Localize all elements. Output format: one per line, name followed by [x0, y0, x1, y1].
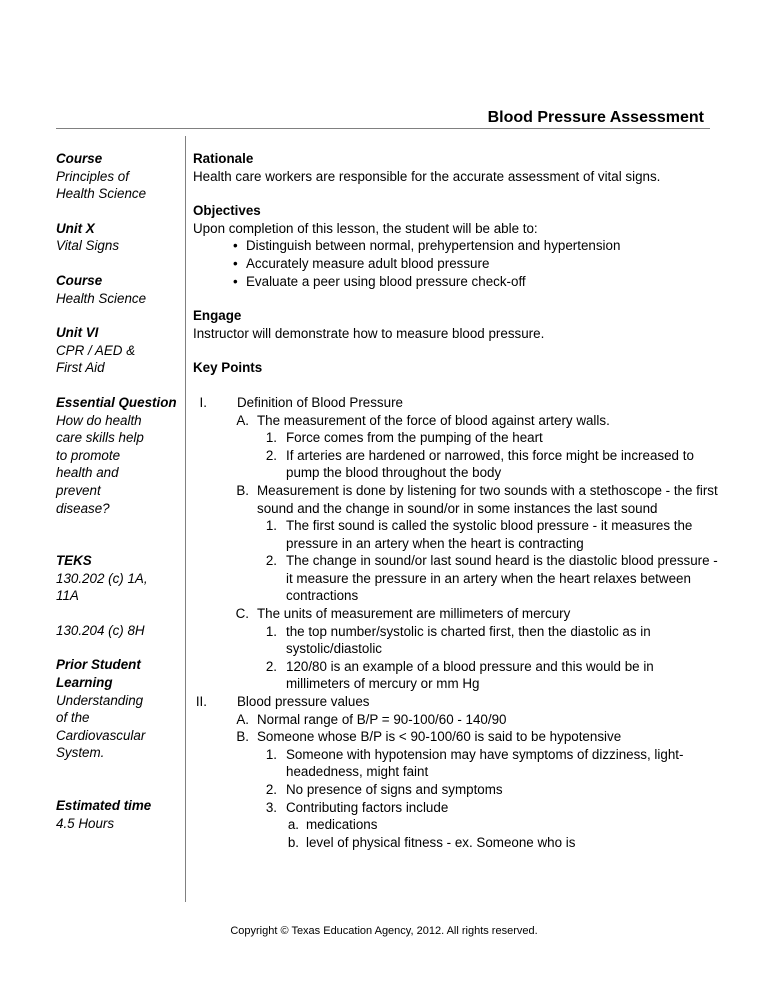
sidebar-text: 130.204 (c) 8H	[56, 622, 145, 638]
sidebar-text: Vital Signs	[56, 238, 120, 254]
title-rule	[56, 128, 710, 129]
sidebar-text: to promote	[56, 447, 121, 463]
sidebar-teks-2	[56, 622, 178, 640]
outline-item	[193, 605, 721, 623]
outline-item	[193, 482, 721, 517]
outline-number: a.	[287, 817, 299, 833]
objective-text: Accurately measure adult blood pressure	[246, 255, 490, 271]
sidebar-text: System.	[56, 745, 105, 761]
outline-number: 1.	[265, 430, 277, 446]
outline-text: Force comes from the pumping of the heart	[286, 430, 543, 446]
outline-number: 1.	[265, 746, 277, 762]
sidebar-text: 4.5 Hours	[56, 815, 115, 831]
sidebar-text: Understanding	[56, 692, 144, 708]
outline-text: The measurement of the force of blood against artery walls.	[257, 412, 610, 428]
rationale-section	[193, 150, 721, 185]
outline-number: C.	[235, 606, 249, 622]
outline-item	[193, 693, 721, 711]
sidebar-label: Prior Student Learning	[56, 657, 141, 691]
rationale-text: Health care workers are responsible for the accurate assessment of vital signs.	[193, 168, 661, 184]
outline-number: b.	[287, 834, 299, 850]
list-item	[193, 237, 721, 255]
sidebar-text: CPR / AED &	[56, 342, 136, 358]
sidebar-label: Unit VI	[56, 325, 99, 341]
outline-number: B.	[236, 729, 249, 745]
outline-number: 2.	[265, 782, 277, 797]
outline-item	[193, 799, 721, 817]
sidebar-text: 11A	[56, 588, 79, 604]
main-content	[193, 150, 721, 851]
engage-heading: Engage	[193, 308, 242, 324]
outline-text: The units of measurement are millimeters of mercury	[257, 606, 571, 622]
sidebar-text: care skills help	[56, 430, 144, 446]
outline-item	[193, 658, 721, 693]
sidebar-label: Course	[56, 151, 103, 166]
outline-text: 120/80 is an example of a blood pressure and this would be in millimeters of mercury or mm Hg	[286, 658, 654, 692]
sidebar-text: Health Science	[56, 290, 147, 306]
column-divider	[185, 136, 186, 902]
outline-text: The first sound is called the systolic blood pressure - it measures the pressure in an artery when the heart is contracting	[286, 518, 693, 551]
outline-item	[193, 781, 721, 799]
outline-item	[193, 412, 721, 430]
objectives-intro: Upon completion of this lesson, the student will be able to:	[193, 220, 538, 236]
sidebar-label: Essential Question	[56, 394, 177, 410]
sidebar-text: Principles of	[56, 168, 129, 184]
outline-text: Normal range of B/P = 90-100/60 - 140/90	[257, 711, 507, 727]
outline-item	[193, 816, 721, 834]
sidebar-text: Cardiovascular	[56, 727, 146, 743]
sidebar-text: health and	[56, 465, 119, 481]
copyright-footer: Copyright © Texas Education Agency, 2012. All rights reserved.	[230, 925, 538, 937]
outline-text: the top number/systolic is charted first, then the diastolic as in systolic/diastolic	[286, 623, 651, 657]
outline-item	[193, 623, 721, 658]
outline-text: Contributing factors include	[286, 799, 449, 815]
list-item	[193, 273, 721, 291]
document-title: Blood Pressure Assessment	[487, 109, 704, 126]
sidebar-course-2	[56, 272, 178, 307]
engage-text: Instructor will demonstrate how to measure blood pressure.	[193, 325, 545, 341]
objectives-heading: Objectives	[193, 203, 261, 219]
outline-text: No presence of signs and symptoms	[286, 782, 503, 797]
key-points-section	[193, 359, 721, 851]
sidebar-unit-vi	[56, 324, 178, 377]
sidebar-unit-x	[56, 220, 178, 255]
sidebar-text: of the	[56, 710, 90, 726]
outline-item	[193, 834, 721, 852]
sidebar-prior-learning	[56, 656, 178, 762]
outline-item	[193, 429, 721, 447]
objective-text: Evaluate a peer using blood pressure check-off	[246, 273, 526, 289]
outline-number: II.	[195, 694, 207, 710]
outline-number: A.	[236, 412, 249, 428]
objective-text: Distinguish between normal, prehypertension and hypertension	[246, 238, 621, 254]
sidebar-label: Estimated time	[56, 798, 152, 814]
key-points-heading: Key Points	[193, 360, 263, 376]
sidebar-essential-question	[56, 394, 178, 517]
outline-text: medications	[306, 817, 378, 833]
outline-text: Blood pressure values	[237, 694, 370, 710]
sidebar-text: 130.202 (c) 1A,	[56, 570, 148, 586]
sidebar-text: First Aid	[56, 360, 105, 376]
outline-number: A.	[236, 711, 249, 727]
outline-item	[193, 552, 721, 605]
sidebar-teks	[56, 552, 178, 605]
outline-number: 2.	[265, 658, 277, 674]
outline-text: If arteries are hardened or narrowed, this force might be increased to pump the blood throughout the body	[286, 447, 694, 481]
outline-item	[193, 728, 721, 746]
objectives-section	[193, 202, 721, 290]
outline-text: The change in sound/or last sound heard is the diastolic blood pressure - it measure the pressure in an artery when the heart relaxes between contractions	[286, 553, 718, 604]
outline-item	[193, 517, 721, 552]
outline-number: 1.	[265, 623, 277, 639]
outline-text: Someone with hypotension may have symptoms of dizziness, light-headedness, might faint	[286, 746, 684, 780]
outline-item	[193, 711, 721, 729]
outline-text: Someone whose B/P is < 90-100/60 is said to be hypotensive	[257, 729, 622, 745]
sidebar-label: Course	[56, 272, 103, 288]
sidebar	[56, 150, 178, 832]
engage-section	[193, 307, 721, 342]
sidebar-label: TEKS	[56, 553, 92, 569]
sidebar-text: disease?	[56, 500, 110, 516]
outline-item	[193, 447, 721, 482]
bullet-icon: •	[233, 255, 238, 271]
outline-number: 2.	[265, 553, 277, 569]
outline-text: Definition of Blood Pressure	[237, 394, 403, 410]
sidebar-text: How do health	[56, 412, 142, 428]
outline-item	[193, 746, 721, 781]
sidebar-course-1	[56, 150, 178, 203]
sidebar-text: prevent	[56, 482, 101, 498]
list-item	[193, 255, 721, 273]
outline-number: 3.	[265, 799, 277, 815]
key-points-outline	[193, 394, 721, 851]
outline-number: I.	[199, 394, 207, 410]
outline-number: 1.	[265, 518, 277, 534]
sidebar-label: Unit X	[56, 220, 95, 236]
outline-number: 2.	[265, 447, 277, 463]
sidebar-text: Health Science	[56, 186, 147, 202]
outline-number: B.	[236, 482, 249, 498]
outline-item	[193, 394, 721, 412]
objectives-list	[193, 237, 721, 290]
bullet-icon: •	[233, 238, 238, 254]
rationale-heading: Rationale	[193, 151, 254, 166]
outline-text: level of physical fitness - ex. Someone who is	[306, 834, 576, 850]
sidebar-estimated-time	[56, 797, 178, 832]
outline-text: Measurement is done by listening for two sounds with a stethoscope - the first sound and the change in sound/or in some instances the last sound	[257, 482, 718, 516]
bullet-icon: •	[233, 273, 238, 289]
